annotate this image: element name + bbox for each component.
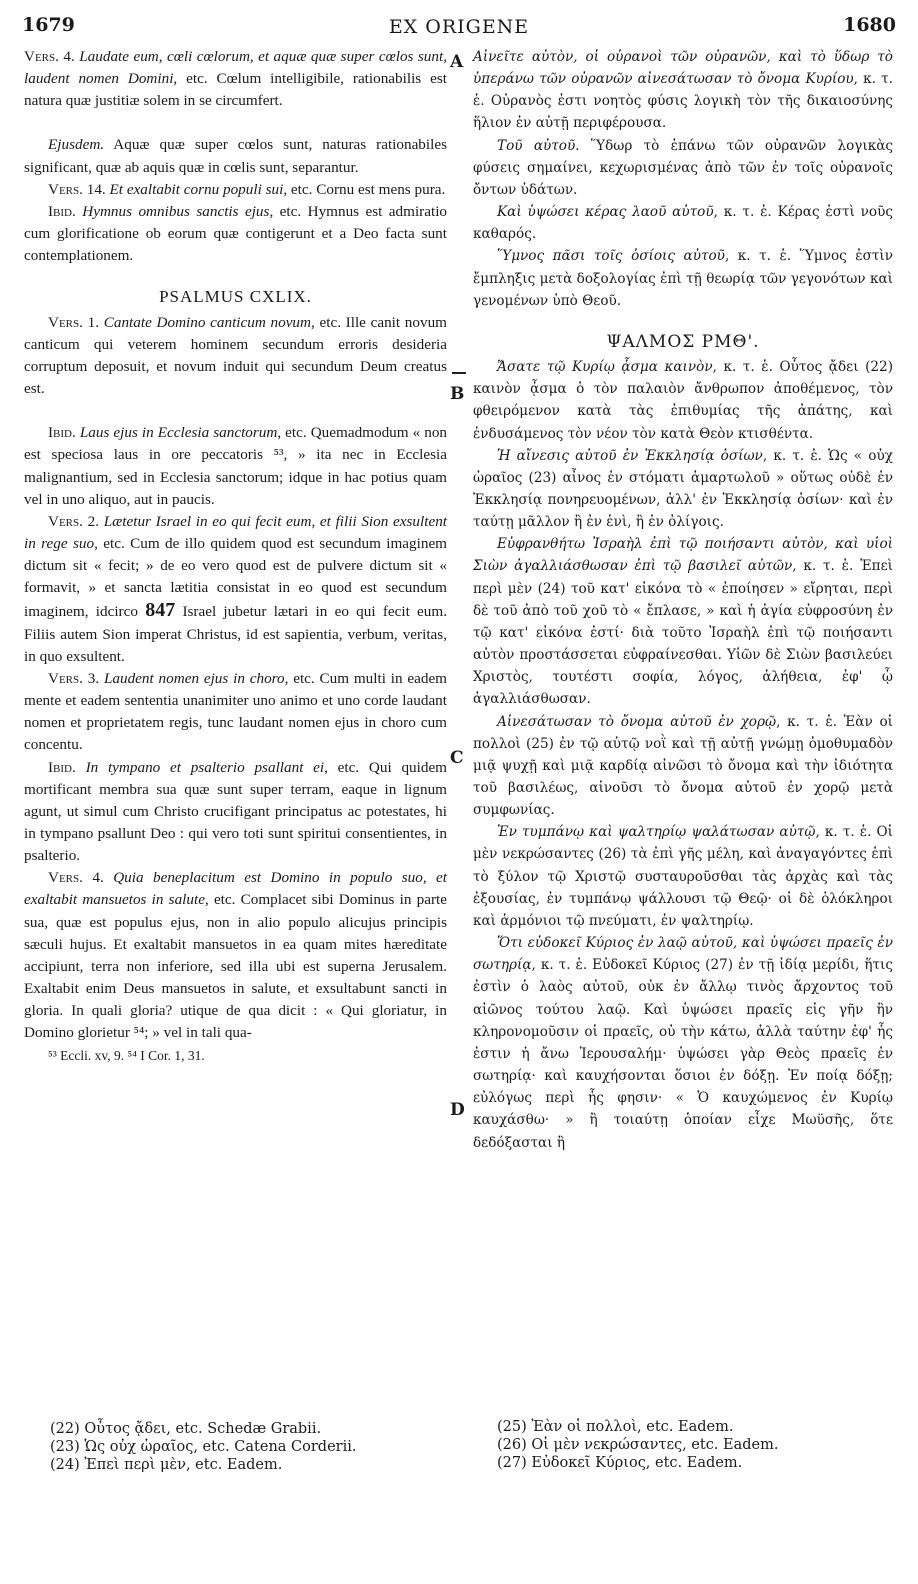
commentary-text: , κ. τ. ἑ. Ὡς « οὐχ ὡραῖος (23) αἶνος ἐν στόματι ἁμαρτωλοῦ » οὕτως οὐδὲ ἐν Ἐκκλησίᾳ πονηρευομένων, ἀλλ' ἐν Ἐκκλησίᾳ ὁσίων· καὶ ἐν ταύτῃ μᾶλλον ἢ ἐν ἑνὶ, ἢ ἐν ὀλίγοις. <box>473 447 893 531</box>
greek-paragraph <box>473 932 893 1154</box>
commentary-text: , κ. τ. ἑ. Κέρας ἐστὶ νοῦς καθαρός. <box>473 204 893 243</box>
verse-quote: Αἰνεσάτωσαν τὸ ὄνομα αὐτοῦ ἐν χορῷ <box>497 713 777 730</box>
latin-column <box>24 46 447 1067</box>
footnote: (24) Ἐπεὶ περὶ μὲν, etc. Eadem. <box>50 1457 283 1473</box>
verse-label: Vers. 2. <box>48 512 100 530</box>
original-page-number: 847 <box>145 599 176 622</box>
verse-quote: Et exaltabit cornu populi sui <box>109 180 284 198</box>
verse-quote: In tympano et psalterio psallant ei <box>85 758 325 776</box>
verse-quote: Quia beneplacitum est Domino in populo suo, et exaltabit mansuetos in salute <box>24 869 447 909</box>
verse-quote: Laudate eum, cœli cœlorum, et aquæ quæ super cœlos sunt, laudent nomen Domini <box>24 48 448 88</box>
commentary-text: Ὕδωρ τὸ ἐπάνω τῶν οὐρανῶν λογικὰς φύσεις σημαίνει, κεχωρισμένας ἀπὸ τῶν ἐν τοῖς οὐρανοῖς ὄντων ὑδάτων. <box>473 137 893 198</box>
verse-quote: Laudent nomen ejus in choro <box>103 669 285 687</box>
verse-quote: Ὕμνος πᾶσι τοῖς ὁσίοις αὐτοῦ <box>497 248 725 265</box>
commentary-text: , κ. τ. ἑ. Ὕμνος ἐστὶν ἔμπληξις μετὰ δοξολογίας ἐπὶ τῇ θεωρίᾳ τῶν γεγονότων καὶ γενομένων ὑπὸ Θεοῦ. <box>473 248 893 309</box>
commentary-text: , etc. Cum multi in eadem mente et eadem sententia unanimiter uno animo et uno corde laudant nomen et proprietatem regis, tunc laudant nomen ejus in choro cum concentu. <box>24 669 447 754</box>
footnotes-left <box>50 1420 450 1474</box>
greek-paragraph <box>473 711 893 822</box>
greek-paragraph <box>473 445 893 534</box>
verse-quote: Εὐφρανθήτω Ἰσραὴλ ἐπὶ τῷ ποιήσαντι αὐτὸν, καὶ υἱοὶ Σιὼν ἀγαλλιάσθωσαν ἐπὶ τῷ βασιλεῖ αὐτῶν <box>473 536 893 575</box>
latin-paragraph <box>24 46 447 112</box>
latin-paragraph <box>24 201 447 267</box>
commentary-text: , etc. Hymnus est admiratio cum glorificatione ob eorum quæ contigerunt et a Deo facta sunt contemplationem. <box>24 202 448 265</box>
verse-label: Vers. 3. <box>48 669 100 687</box>
commentary-text: , etc. Ille canit novum canticum qui veterem hominem secundum erroris desideria corruptum deposuit, et novum induit qui secundum Deum creatus est. <box>24 313 447 398</box>
greek-paragraph <box>473 356 893 445</box>
scripture-references: ⁵³ Eccli. xv, 9. ⁵⁴ I Cor. 1, 31. <box>48 1047 205 1063</box>
commentary-text: , etc. Qui quidem mortificant membra sua quæ sunt super terram, eaque in lignum agunt, ut simul cum Christo crucifigant principatus ac potestates, hi in tympano psallunt Deo : qui vero toti sunt spiritui consentientes, in psalterio. <box>24 758 447 865</box>
greek-paragraph <box>473 135 893 201</box>
footnotes-right <box>497 1418 897 1472</box>
psalm-heading-greek: ΨΑΛΜΟΣ ΡΜΘ'. <box>606 331 760 352</box>
commentary-text: Israel jubetur lætari in eo qui fecit eum. Filiis autem Sion imperat Christus, id est sapientia, verbum, veritas, in quo exsultent. <box>24 603 448 665</box>
latin-paragraph <box>24 422 447 511</box>
commentary-text: , etc. Cum de illo quidem quod est secundum imaginem dictum sit « fecit; » de eo vero quod est de pulvere dictum sit « formavit, » et sancta lætitia consistat in eo quod est secundum imaginem, idcirco <box>24 534 447 621</box>
commentary-text: , etc. Cornu est mens pura. <box>283 180 446 198</box>
verse-quote: Laus ejus in Ecclesia sanctorum <box>79 424 278 442</box>
section-divider <box>452 372 466 374</box>
verse-quote: Cantate Domino canticum novum <box>103 313 311 331</box>
running-header <box>22 10 896 40</box>
page-number-left: 1679 <box>22 14 75 36</box>
commentary-text: , etc. Complacet sibi Dominus in parte sua, quæ est populus ejus, non in alio populo alicujus principis sæculi hujus. Et exaltabit mansuetos in ea quam mites hæreditate accipiunt, terra non inferiore, sed illa ubi est superna Jerusalem. Exaltabit enim Deus mansuetos in salute, et exsultabunt sancti in gloria. In quali gloria? utique de qua dicit : « Qui gloriatur, in Domino glorietur ⁵⁴; » vel in tali qua- <box>24 891 448 1042</box>
verse-label: Vers. 14. <box>48 180 106 198</box>
verse-label: Vers. 4. <box>24 48 75 65</box>
footnote: (26) Οἱ μὲν νεκρώσαντες, etc. Eadem. <box>497 1437 779 1453</box>
commentary-text: , κ. τ. ἑ. Εὐδοκεῖ Κύριος (27) ἐν τῇ ἰδίᾳ μερίδι, ἥτις ἐστὶν ὁ λαὸς αὐτοῦ, οὐκ ἐν ἄλλῳ τινὸς ἄρχοντος τοῦ αἰῶνος τούτου λαῷ. Καὶ ὑψώσει πραεῖς εἰς γῆν ἣν κληρονομοῦσιν οἱ πραεῖς, οὐ τὴν κάτω, ἀλλὰ ταύτην ἐφ' ἧς ἐστιν ἡ ἄνω Ἱερουσαλήμ· ὑψώσει γὰρ Θεὸς πραεῖς ἐν σωτηρίᾳ· καὶ καυχήσονται ὅσιοι ἐν δόξῃ. Ἐν ποίᾳ δόξῃ; εὐλόγως περὶ ἧς φησιν· « Ὁ καυχώμενος ἐν Κυρίῳ καυχάσθω· » ἢ τοιαύτῃ ὁποίαν εἶχε Μωϋσῆς, ὅτε δεδόξασται ἢ <box>473 957 893 1151</box>
verse-quote: Αἰνεῖτε αὐτὸν, οἱ οὐρανοὶ τῶν οὐρανῶν, καὶ τὸ ὕδωρ τὸ ὑπεράνω τῶν οὐρανῶν αἰνεσάτωσαν τὸ ὄνομα Κυρίου <box>473 49 893 88</box>
verse-label: Ibid. <box>48 202 76 220</box>
latin-paragraph <box>24 757 447 868</box>
footnote: (23) Ὡς οὐχ ὡραῖος, etc. Catena Corderii. <box>50 1439 357 1455</box>
commentary-text: , κ. τ. ἑ. Ἐὰν οἱ πολλοὶ (25) ἐν τῷ αὐτῷ νοῒ καὶ τῇ αὐτῇ γνώμῃ ὁμοθυμαδὸν μιᾷ ψυχῇ καὶ μιᾷ καρδίᾳ αἰνῶσι τὸ ὄνομα καὶ τὴν ἰδιότητα τοῦ βασιλέως, αἰνοῦσι τὸ ὄνομα αὐτοῦ ἐν χορῷ μετὰ συμφωνίας. <box>473 713 893 819</box>
verse-quote: Lætetur Israel in eo qui fecit eum, et filii Sion exsultent in rege suo <box>24 512 448 552</box>
verse-quote: Καὶ ὑψώσει κέρας λαοῦ αὐτοῦ <box>497 204 714 221</box>
greek-paragraph <box>473 46 893 135</box>
verse-quote: Hymnus omnibus sanctis ejus <box>82 202 270 220</box>
verse-label: Vers. 4. <box>48 869 104 887</box>
latin-paragraph <box>24 134 447 178</box>
margin-marker-c: C <box>450 748 464 768</box>
verse-label: Ibid. <box>48 424 76 442</box>
page-title: EX ORIGENE <box>388 16 530 38</box>
commentary-text: , etc. Cœlum intelligibile, rationabilis est natura quæ justitiæ solem in se circumfert. <box>24 70 447 110</box>
commentary-text: , κ. τ. ἑ. Ἐπεὶ περὶ μὲν (24) τοῦ κατ' εἰκόνα τὸ « ἐποίησεν » εἴρηται, περὶ δὲ τοῦ ἀπὸ τοῦ χοῦ τὸ « ἔπλασε, » καὶ ἡ ἁγία εὐφροσύνη ἐν τῷ κατ' εἰκόνα ἐστί· διὰ τοῦτο Ἰσραὴλ ἐπὶ τῷ ποιήσαντι αὐτὸν προστάσσεται εὐφραίνεσθαι. Υἱῶν δὲ Σιὼν βασιλεύει Χριστὸς, τουτέστι σοφία, λόγος, ἀλήθεια, ἐφ' ᾧ ἀγαλλιάσθωσαν. <box>473 558 893 708</box>
greek-paragraph <box>473 533 893 710</box>
verse-label: Τοῦ αὐτοῦ. <box>497 137 580 154</box>
margin-marker-a: A <box>450 52 464 72</box>
greek-paragraph <box>473 201 893 245</box>
footnote: (25) Ἐὰν οἱ πολλοὶ, etc. Eadem. <box>497 1419 734 1435</box>
latin-paragraph <box>24 668 447 757</box>
footnote: (22) Οὗτος ᾄδει, etc. Schedæ Grabii. <box>50 1421 322 1437</box>
commentary-text: , κ. τ. ἑ. Οὗτος ᾄδει (22) καινὸν ᾆσμα ὁ τὸν παλαιὸν ἄνθρωπον ἀποθέμενος, τὸν φθειρόμενον κατὰ τὰς ἐπιθυμίας τῆς ἀπάτης, καὶ ἐνδυσάμενος τὸν νέον τὸν κατὰ Θεὸν κτισθέντα. <box>473 359 894 442</box>
greek-paragraph <box>473 245 893 311</box>
latin-paragraph <box>24 867 447 1044</box>
verse-quote: Ἐν τυμπάνῳ καὶ ψαλτηρίῳ ψαλάτωσαν αὐτῷ <box>497 824 816 841</box>
commentary-text: , κ. τ. ἑ. Οὐρανὸς ἐστι νοητὸς φύσις λογικὴ τὸν τῆς δικαιοσύνης ἥλιον ἐν αὐτῇ περιφέρουσα. <box>473 71 893 132</box>
latin-paragraph <box>24 312 447 401</box>
verse-label: Ejusdem. <box>48 136 105 154</box>
verse-label: Vers. 1. <box>48 313 100 331</box>
verse-quote: Ἄσατε τῷ Κυρίῳ ᾆσμα καινὸν <box>497 359 713 376</box>
verse-label: Ibid. <box>48 758 76 776</box>
verse-quote: Ὅτι εὐδοκεῖ Κύριος ἐν λαῷ αὐτοῦ, καὶ ὑψώσει πραεῖς ἐν σωτηρίᾳ <box>473 935 893 974</box>
greek-paragraph <box>473 821 893 932</box>
verse-quote: Ἡ αἴνεσις αὐτοῦ ἐν Ἐκκλησίᾳ ὁσίων <box>497 447 763 464</box>
latin-paragraph <box>24 179 447 201</box>
commentary-text: , etc. Quemadmodum « non est speciosa laus in ore peccatoris ⁵³, » ita nec in Ecclesia malignantium, sed in Ecclesia sanctorum; idque in hac potius quam vel in uno aliquo, aut in paucis. <box>24 424 448 508</box>
footnote: (27) Εὐδοκεῖ Κύριος, etc. Eadem. <box>497 1455 743 1471</box>
margin-marker-d: D <box>450 1100 465 1120</box>
greek-column <box>473 46 893 1154</box>
page-number-right: 1680 <box>843 14 896 36</box>
commentary-text: Aquæ quæ super cœlos sunt, naturas rationabiles significant, quæ ab aquis quæ in cœlis sunt, separantur. <box>24 136 447 176</box>
latin-paragraph <box>24 511 447 668</box>
commentary-text: , κ. τ. ἑ. Οἱ μὲν νεκρώσαντες (26) τὰ ἐπὶ γῆς μέλη, καὶ ἀναγαγόντες ἐπὶ τὸ ξύλον τῷ Χριστῷ συσταυροῦσθαι τὰς ἀρχὰς καὶ τὰς ἐξουσίας, ἐν τυμπάνῳ ψάλλουσι τῷ Θεῷ· οἱ δὲ ὁλόκληροι καὶ ἁρμόνιοι τῷ πνεύματι, ἐν ψαλτηρίῳ. <box>473 824 893 929</box>
psalm-heading-latin: PSALMUS CXLIX. <box>159 287 312 307</box>
margin-marker-b: B <box>450 384 465 404</box>
